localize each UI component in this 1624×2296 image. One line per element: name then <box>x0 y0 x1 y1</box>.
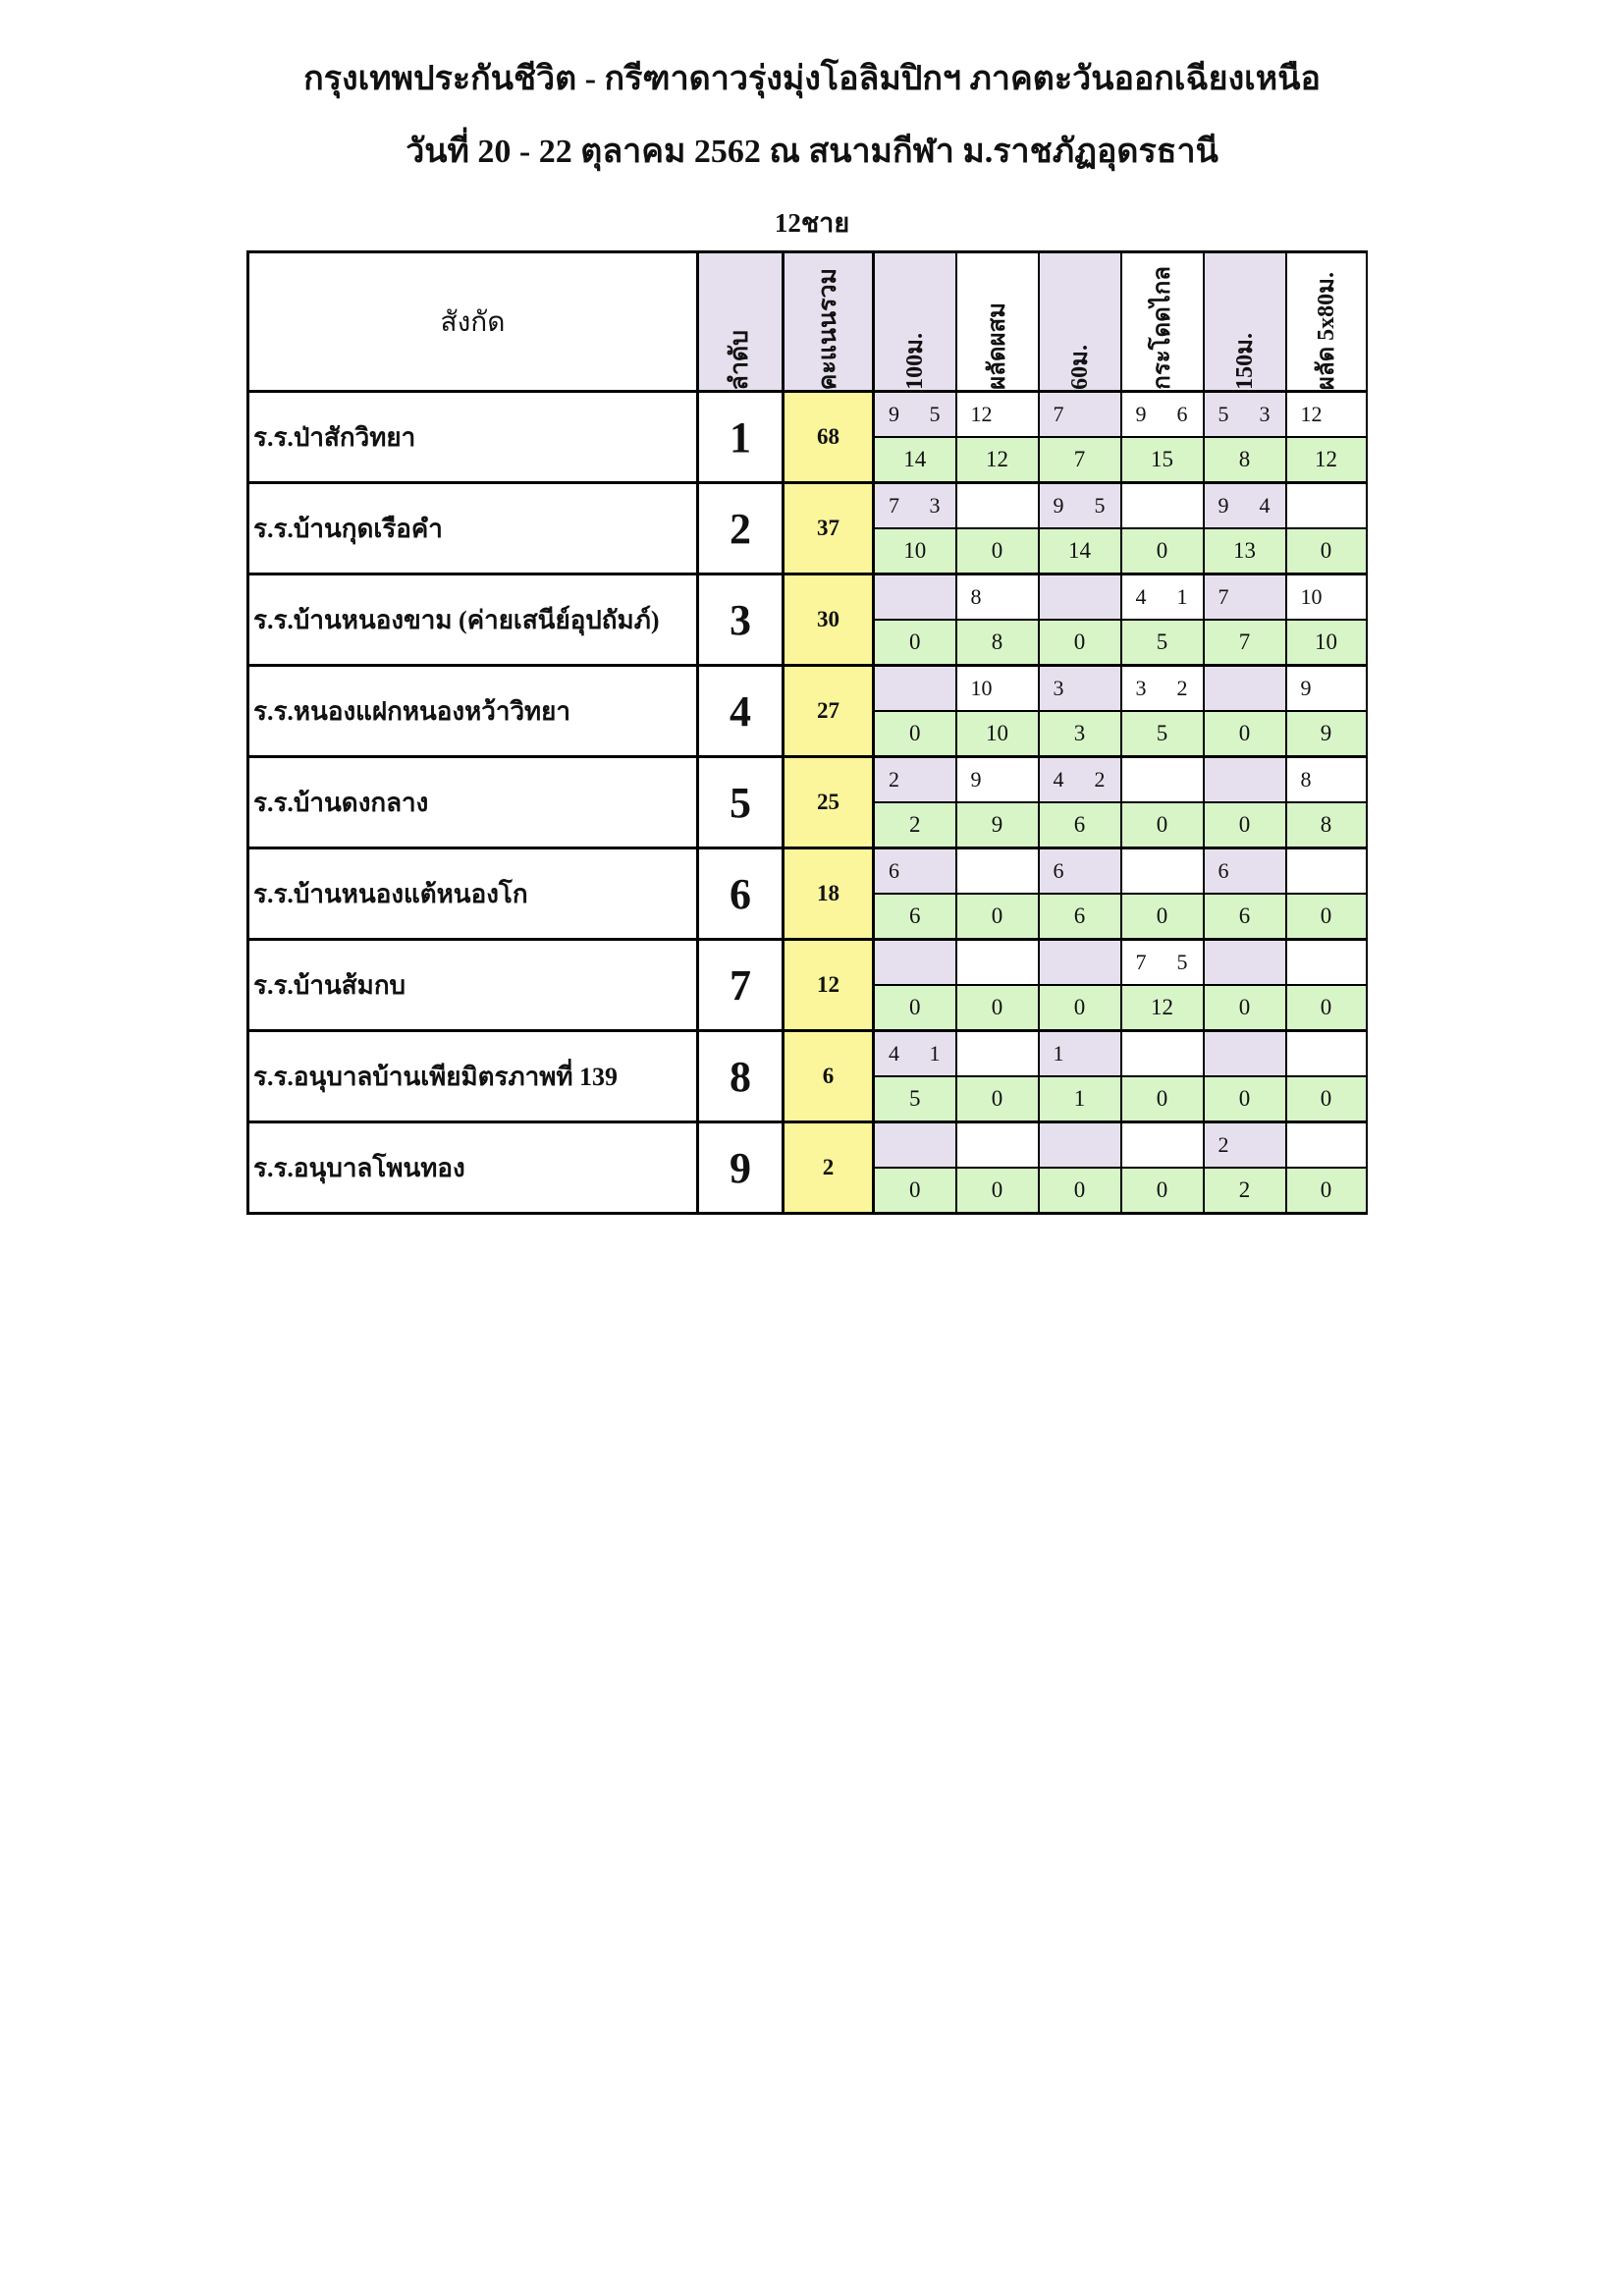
event-points: 0 <box>1039 620 1121 666</box>
table-header-row <box>248 252 1367 392</box>
event-points: 0 <box>1204 1076 1286 1122</box>
event-placings <box>1039 483 1121 529</box>
placing-value: 2 <box>1176 676 1188 700</box>
school-name: ร.ร.บ้านกุดเรือคำ <box>248 483 698 574</box>
placing-value: 2 <box>889 767 899 792</box>
event-placings <box>1204 574 1286 621</box>
event-placings <box>1204 1031 1286 1077</box>
placing-value: 7 <box>1135 950 1147 974</box>
event-placings <box>874 940 956 986</box>
school-name: ร.ร.บ้านส้มกบ <box>248 940 698 1031</box>
event-points: 12 <box>956 437 1039 483</box>
event-points: 10 <box>874 528 956 574</box>
event-points: 0 <box>874 985 956 1031</box>
total-points: 27 <box>784 666 874 757</box>
event-points: 9 <box>956 802 1039 848</box>
page-subtitle-date-venue: วันที่ 20 - 22 ตุลาคม 2562 ณ สนามกีฬา ม.ราชภัฏอุดรธานี <box>406 134 1218 170</box>
placing-value: 1 <box>929 1041 941 1066</box>
total-points: 25 <box>784 757 874 848</box>
placing-value: 3 <box>929 493 941 518</box>
placing-value: 12 <box>1300 402 1323 426</box>
placing-value: 1 <box>1176 584 1188 609</box>
event-placings <box>874 848 956 895</box>
event-placings <box>1121 940 1204 986</box>
event-placings <box>956 483 1039 529</box>
event-points: 0 <box>1204 985 1286 1031</box>
event-points: 5 <box>1121 620 1204 666</box>
event-placings <box>1286 1031 1367 1077</box>
event-placings <box>956 940 1039 986</box>
event-points: 5 <box>874 1076 956 1122</box>
event-points: 0 <box>1121 1168 1204 1214</box>
event-placings <box>1286 757 1367 803</box>
event-points: 8 <box>1204 437 1286 483</box>
placing-value: 7 <box>889 493 899 518</box>
page-title: กรุงเทพประกันชีวิต - กรีฑาดาวรุ่งมุ่งโอลิมปิกฯ ภาคตะวันออกเฉียงเหนือ <box>303 61 1321 97</box>
table-row <box>248 392 1367 438</box>
results-body <box>248 392 1367 1214</box>
event-placings <box>874 757 956 803</box>
rank-number: 5 <box>698 757 784 848</box>
event-placings <box>956 574 1039 621</box>
event-points: 6 <box>1204 894 1286 940</box>
event-points: 0 <box>956 528 1039 574</box>
school-name: ร.ร.ป่าสักวิทยา <box>248 392 698 483</box>
event-points: 7 <box>1039 437 1121 483</box>
placing-value: 10 <box>970 676 993 700</box>
event-label: ผลัด 5x80ม. <box>1314 271 1339 390</box>
header-rank <box>698 252 784 392</box>
event-placings <box>1204 940 1286 986</box>
total-points: 68 <box>784 392 874 483</box>
event-placings <box>1121 757 1204 803</box>
event-placings <box>1039 574 1121 621</box>
total-points: 18 <box>784 848 874 940</box>
event-placings <box>1039 940 1121 986</box>
event-points: 0 <box>1286 985 1367 1031</box>
header-event-100m <box>874 252 956 392</box>
event-points: 0 <box>1286 1076 1367 1122</box>
event-points: 8 <box>956 620 1039 666</box>
event-placings <box>874 483 956 529</box>
event-placings <box>1204 848 1286 895</box>
placing-value: 5 <box>1094 493 1106 518</box>
rank-number: 9 <box>698 1122 784 1214</box>
event-placings <box>1204 483 1286 529</box>
event-points: 14 <box>1039 528 1121 574</box>
placing-value: 6 <box>1218 858 1229 883</box>
event-placings <box>874 1031 956 1077</box>
event-points: 14 <box>874 437 956 483</box>
event-points: 9 <box>1286 711 1367 757</box>
event-placings <box>1039 666 1121 712</box>
event-placings <box>1286 392 1367 438</box>
event-points: 0 <box>956 985 1039 1031</box>
event-points: 15 <box>1121 437 1204 483</box>
event-placings <box>1121 666 1204 712</box>
placing-value: 7 <box>1218 584 1229 609</box>
event-label: 60ม. <box>1067 345 1093 390</box>
header-rank-label: ลำดับ <box>727 329 753 390</box>
placing-value: 1 <box>1053 1041 1064 1066</box>
event-points: 0 <box>874 1168 956 1214</box>
event-placings <box>1121 483 1204 529</box>
event-placings <box>1121 392 1204 438</box>
placing-value: 12 <box>970 402 993 426</box>
event-placings <box>1286 940 1367 986</box>
event-points: 0 <box>874 711 956 757</box>
event-points: 2 <box>874 802 956 848</box>
event-points: 3 <box>1039 711 1121 757</box>
event-points: 0 <box>1204 711 1286 757</box>
event-label: 150ม. <box>1232 333 1258 390</box>
event-points: 10 <box>1286 620 1367 666</box>
placing-value: 5 <box>1218 402 1229 426</box>
event-placings <box>1121 1031 1204 1077</box>
results-table <box>246 250 1368 1215</box>
placing-value: 7 <box>1053 402 1064 426</box>
event-points: 0 <box>956 1076 1039 1122</box>
event-placings <box>1204 757 1286 803</box>
rank-number: 8 <box>698 1031 784 1122</box>
placing-value: 5 <box>929 402 941 426</box>
placing-value: 3 <box>1259 402 1271 426</box>
event-points: 0 <box>1039 1168 1121 1214</box>
rank-number: 6 <box>698 848 784 940</box>
table-row <box>248 483 1367 529</box>
table-row <box>248 574 1367 621</box>
event-points: 0 <box>1121 1076 1204 1122</box>
placing-value: 9 <box>1300 676 1312 700</box>
event-placings <box>956 666 1039 712</box>
event-points: 7 <box>1204 620 1286 666</box>
placing-value: 4 <box>1259 493 1271 518</box>
header-event-long-jump <box>1121 252 1204 392</box>
placing-value: 2 <box>1094 767 1106 792</box>
event-label: ผลัดผสม <box>985 302 1010 390</box>
event-points: 0 <box>1121 802 1204 848</box>
placing-value: 5 <box>1176 950 1188 974</box>
event-placings <box>956 757 1039 803</box>
event-placings <box>1204 1122 1286 1169</box>
placing-value: 6 <box>1053 858 1064 883</box>
placing-value: 9 <box>1053 493 1064 518</box>
event-points: 12 <box>1286 437 1367 483</box>
event-placings <box>1204 666 1286 712</box>
school-name: ร.ร.บ้านดงกลาง <box>248 757 698 848</box>
event-placings <box>874 1122 956 1169</box>
event-placings <box>1121 848 1204 895</box>
header-event-medley-relay <box>956 252 1039 392</box>
event-placings <box>956 1031 1039 1077</box>
placing-value: 8 <box>1300 767 1312 792</box>
header-event-60m <box>1039 252 1121 392</box>
category-label: 12ชาย <box>774 208 850 238</box>
total-points: 6 <box>784 1031 874 1122</box>
header-total-label: คะแนนรวม <box>814 267 841 390</box>
school-name: ร.ร.บ้านหนองแต้หนองโก <box>248 848 698 940</box>
placing-value: 3 <box>1053 676 1064 700</box>
placing-value: 6 <box>889 858 899 883</box>
header-affiliation: สังกัด <box>248 252 698 392</box>
placing-value: 2 <box>1218 1132 1229 1157</box>
event-points: 0 <box>874 620 956 666</box>
event-placings <box>874 574 956 621</box>
event-points: 2 <box>1204 1168 1286 1214</box>
school-name: ร.ร.บ้านหนองขาม (ค่ายเสนีย์อุปถัมภ์) <box>248 574 698 666</box>
event-points: 13 <box>1204 528 1286 574</box>
event-placings <box>1286 848 1367 895</box>
event-placings <box>956 392 1039 438</box>
event-points: 0 <box>956 894 1039 940</box>
rank-number: 1 <box>698 392 784 483</box>
event-points: 12 <box>1121 985 1204 1031</box>
event-points: 0 <box>1039 985 1121 1031</box>
event-points: 10 <box>956 711 1039 757</box>
event-points: 6 <box>1039 802 1121 848</box>
table-row <box>248 757 1367 803</box>
event-points: 6 <box>874 894 956 940</box>
table-row <box>248 848 1367 895</box>
event-label: กระโดดไกล <box>1150 266 1175 390</box>
total-points: 30 <box>784 574 874 666</box>
placing-value: 3 <box>1135 676 1147 700</box>
event-placings <box>1204 392 1286 438</box>
event-placings <box>1286 483 1367 529</box>
placing-value: 9 <box>889 402 899 426</box>
event-points: 0 <box>1286 528 1367 574</box>
school-name: ร.ร.หนองแฝกหนองหว้าวิทยา <box>248 666 698 757</box>
school-name: ร.ร.อนุบาลโพนทอง <box>248 1122 698 1214</box>
event-placings <box>1121 1122 1204 1169</box>
event-placings <box>1039 392 1121 438</box>
rank-number: 2 <box>698 483 784 574</box>
event-placings <box>956 1122 1039 1169</box>
total-points: 12 <box>784 940 874 1031</box>
event-points: 8 <box>1286 802 1367 848</box>
header-event-150m <box>1204 252 1286 392</box>
header-event-5x80m-relay <box>1286 252 1367 392</box>
table-row <box>248 1122 1367 1169</box>
event-placings <box>1039 1031 1121 1077</box>
event-placings <box>1039 757 1121 803</box>
event-points: 0 <box>1204 802 1286 848</box>
event-points: 6 <box>1039 894 1121 940</box>
table-row <box>248 666 1367 712</box>
event-points: 0 <box>1121 894 1204 940</box>
event-placings <box>1286 1122 1367 1169</box>
rank-number: 3 <box>698 574 784 666</box>
rank-number: 4 <box>698 666 784 757</box>
total-points: 37 <box>784 483 874 574</box>
event-points: 0 <box>1121 528 1204 574</box>
rank-number: 7 <box>698 940 784 1031</box>
table-row <box>248 940 1367 986</box>
event-placings <box>1286 666 1367 712</box>
event-points: 5 <box>1121 711 1204 757</box>
event-placings <box>1121 574 1204 621</box>
event-points: 1 <box>1039 1076 1121 1122</box>
event-points: 0 <box>1286 1168 1367 1214</box>
placing-value: 9 <box>1218 493 1229 518</box>
table-row <box>248 1031 1367 1077</box>
event-placings <box>1039 1122 1121 1169</box>
placing-value: 9 <box>1135 402 1147 426</box>
placing-value: 4 <box>1135 584 1147 609</box>
placing-value: 4 <box>1053 767 1064 792</box>
event-placings <box>1039 848 1121 895</box>
placing-value: 6 <box>1176 402 1188 426</box>
event-points: 0 <box>956 1168 1039 1214</box>
event-placings <box>1286 574 1367 621</box>
event-placings <box>956 848 1039 895</box>
placing-value: 10 <box>1300 584 1323 609</box>
total-points: 2 <box>784 1122 874 1214</box>
placing-value: 8 <box>970 584 982 609</box>
school-name: ร.ร.อนุบาลบ้านเพียมิตรภาพที่ 139 <box>248 1031 698 1122</box>
event-placings <box>874 392 956 438</box>
header-total <box>784 252 874 392</box>
event-placings <box>874 666 956 712</box>
event-label: 100ม. <box>902 333 929 390</box>
event-points: 0 <box>1286 894 1367 940</box>
placing-value: 9 <box>970 767 982 792</box>
placing-value: 4 <box>889 1041 899 1066</box>
